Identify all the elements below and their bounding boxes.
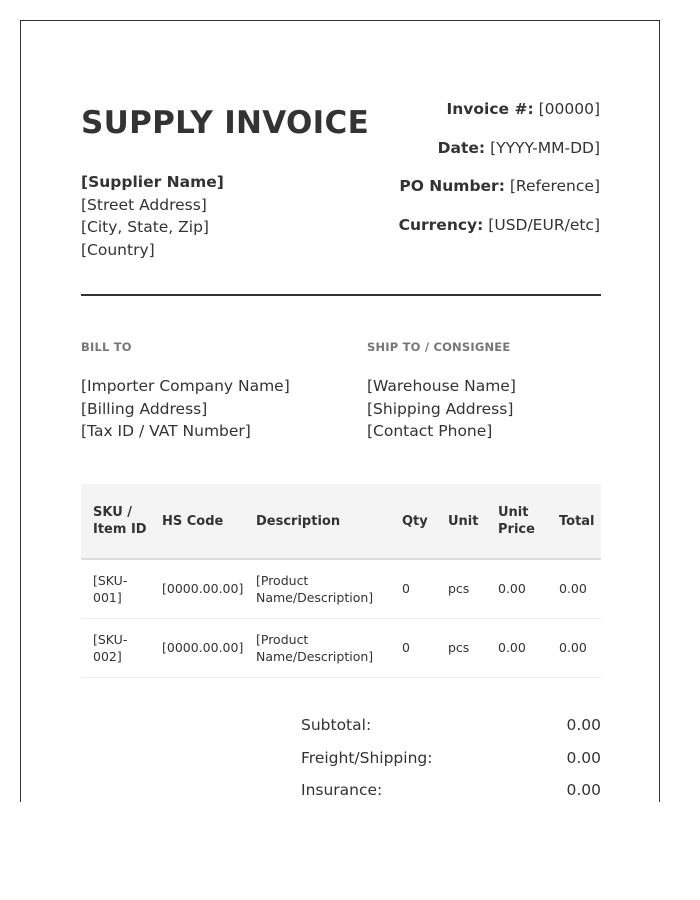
table-row bbox=[81, 618, 601, 677]
ship-to-heading: SHIP TO / CONSIGNEE bbox=[367, 340, 511, 354]
supplier-street: [Street Address] bbox=[81, 195, 207, 214]
ship-to-phone: [Contact Phone] bbox=[367, 422, 493, 440]
freight-value: 0.00 bbox=[566, 748, 601, 767]
ship-to-warehouse: [Warehouse Name] bbox=[367, 377, 516, 395]
invoice-number-value: [00000] bbox=[538, 100, 600, 118]
supplier-name: [Supplier Name] bbox=[81, 173, 224, 191]
col-header-sku: SKU / Item ID bbox=[81, 484, 150, 559]
currency-label: Currency: bbox=[398, 215, 484, 234]
subtotal-row bbox=[301, 714, 601, 747]
cell-unit: pcs bbox=[436, 559, 486, 618]
cell-description: [Product Name/Description] bbox=[244, 559, 390, 618]
totals-block bbox=[301, 714, 601, 802]
invoice-page bbox=[20, 20, 660, 802]
invoice-date-value: [YYYY-MM-DD] bbox=[490, 138, 600, 157]
ship-to-block bbox=[367, 339, 627, 443]
supplier-city: [City, State, Zip] bbox=[81, 218, 209, 236]
cell-qty: 0 bbox=[390, 559, 436, 618]
po-number-label: PO Number: bbox=[399, 177, 505, 196]
cell-total: 0.00 bbox=[547, 618, 601, 677]
invoice-date-row bbox=[399, 137, 600, 176]
insurance-value: 0.00 bbox=[566, 781, 601, 799]
cell-unit-price: 0.00 bbox=[486, 618, 547, 677]
invoice-date-label: Date: bbox=[437, 138, 486, 157]
col-header-hs-code: HS Code bbox=[150, 484, 244, 559]
cell-description: [Product Name/Description] bbox=[244, 618, 390, 677]
freight-row bbox=[301, 747, 601, 780]
freight-label: Freight/Shipping: bbox=[301, 748, 433, 767]
supplier-country: [Country] bbox=[81, 240, 155, 259]
po-number-value: [Reference] bbox=[509, 177, 600, 196]
invoice-number-row bbox=[399, 98, 600, 137]
cell-unit: pcs bbox=[436, 618, 486, 677]
col-header-total: Total bbox=[547, 484, 601, 559]
subtotal-label: Subtotal: bbox=[301, 716, 372, 734]
currency-row bbox=[399, 214, 600, 253]
cell-sku: [SKU-001] bbox=[81, 559, 150, 618]
subtotal-value: 0.00 bbox=[566, 716, 601, 734]
bill-to-company: [Importer Company Name] bbox=[81, 377, 290, 395]
bill-to-block bbox=[81, 339, 341, 443]
bill-to-address: [Billing Address] bbox=[81, 399, 208, 418]
invoice-title: SUPPLY INVOICE bbox=[81, 105, 370, 141]
cell-unit-price: 0.00 bbox=[486, 559, 547, 618]
cell-qty: 0 bbox=[390, 618, 436, 677]
insurance-label: Insurance: bbox=[301, 781, 383, 799]
ship-to-address: [Shipping Address] bbox=[367, 399, 514, 418]
cell-total: 0.00 bbox=[547, 559, 601, 618]
table-row bbox=[81, 559, 601, 618]
table-header-row bbox=[81, 484, 601, 559]
header-divider bbox=[81, 294, 601, 296]
col-header-description: Description bbox=[244, 484, 390, 559]
insurance-row bbox=[301, 779, 601, 802]
invoice-meta bbox=[399, 98, 600, 252]
bill-to-heading: BILL TO bbox=[81, 340, 132, 354]
cell-hs-code: [0000.00.00] bbox=[150, 618, 244, 677]
invoice-number-label: Invoice #: bbox=[446, 100, 534, 118]
currency-value: [USD/EUR/etc] bbox=[488, 215, 600, 234]
cell-hs-code: [0000.00.00] bbox=[150, 559, 244, 618]
po-number-row bbox=[399, 175, 600, 214]
col-header-qty: Qty bbox=[390, 484, 436, 559]
cell-sku: [SKU-002] bbox=[81, 618, 150, 677]
line-items-table bbox=[81, 484, 601, 678]
col-header-unit: Unit bbox=[436, 484, 486, 559]
col-header-unit-price: Unit Price bbox=[486, 484, 547, 559]
bill-to-tax-id: [Tax ID / VAT Number] bbox=[81, 422, 251, 440]
supplier-block bbox=[81, 171, 224, 261]
